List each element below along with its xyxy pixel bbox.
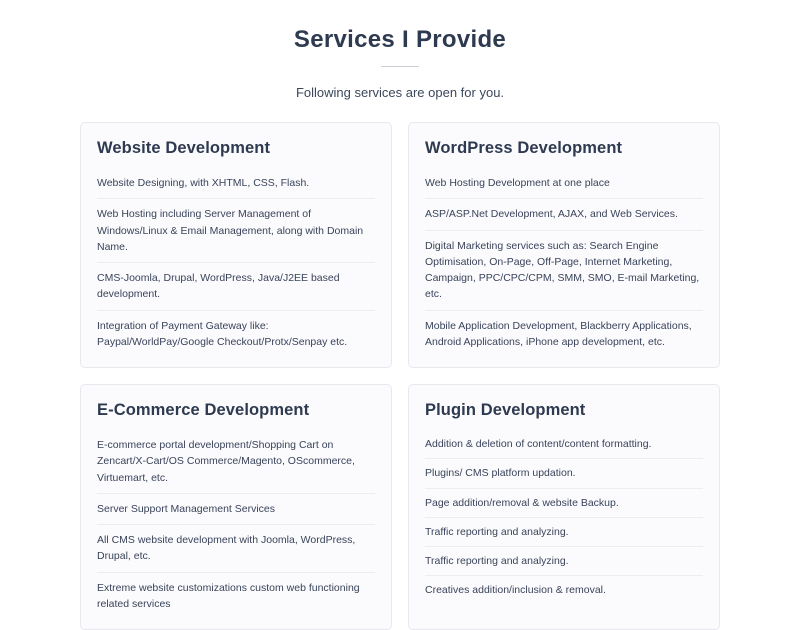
services-page (0, 26, 800, 610)
list-item: CMS-Joomla, Drupal, WordPress, Java/J2EE based development. (97, 263, 375, 311)
service-card-plugin-development (408, 384, 720, 630)
list-item: Digital Marketing services such as: Search Engine Optimisation, On-Page, Off-Page, Internet Marketing, Campaign, PPC/CPC/CPM, SMM, SMO, E-mail Marketing, etc. (425, 231, 703, 311)
service-card-ecommerce-development (80, 384, 392, 630)
card-row-bottom (80, 384, 720, 630)
card-title: WordPress Development (425, 139, 623, 157)
card-item-list (425, 430, 703, 605)
list-item: ASP/ASP.Net Development, AJAX, and Web Services. (425, 199, 703, 230)
list-item: Integration of Payment Gateway like: Paypal/WorldPay/Google Checkout/Protx/Senpay etc. (97, 319, 348, 348)
list-item: Web Hosting including Server Management of Windows/Linux & Email Management, along with Domain Name. (97, 199, 375, 263)
card-row-top (80, 122, 720, 368)
list-item: Website Designing, with XHTML, CSS, Flash. (97, 168, 375, 199)
card-item-list (97, 168, 375, 357)
list-item: Page addition/removal & website Backup. (425, 489, 703, 518)
list-item: Addition & deletion of content/content formatting. (425, 430, 703, 459)
list-item: Server Support Management Services (97, 494, 375, 525)
card-title: E-Commerce Development (97, 401, 310, 420)
card-title: Plugin Development (425, 401, 586, 420)
service-card-website-development (80, 122, 392, 368)
service-card-wordpress-development (408, 122, 720, 368)
list-item: Mobile Application Development, Blackberry Applications, Android Applications, iPhone app development, etc. (425, 319, 692, 348)
list-item: Traffic reporting and analyzing. (425, 518, 703, 547)
card-item-list (425, 168, 703, 357)
title-divider (381, 66, 419, 67)
list-item: Plugins/ CMS platform updation. (425, 459, 703, 488)
page-subtitle: Following services are open for you. (295, 85, 505, 100)
card-title: Website Development (97, 139, 271, 157)
list-item: All CMS website development with Joomla, WordPress, Drupal, etc. (97, 525, 375, 573)
list-item: Creatives addition/inclusion & removal. (425, 584, 606, 597)
page-title: Services I Provide (293, 26, 507, 53)
card-item-list (97, 430, 375, 619)
service-cards (80, 122, 720, 630)
list-item: Extreme website customizations custom web functioning related services (97, 581, 360, 610)
list-item: Web Hosting Development at one place (425, 168, 703, 199)
list-item: E-commerce portal development/Shopping Cart on Zencart/X-Cart/OS Commerce/Magento, OScommerce, Virtuemart, etc. (97, 430, 375, 494)
list-item: Traffic reporting and analyzing. (425, 547, 703, 576)
